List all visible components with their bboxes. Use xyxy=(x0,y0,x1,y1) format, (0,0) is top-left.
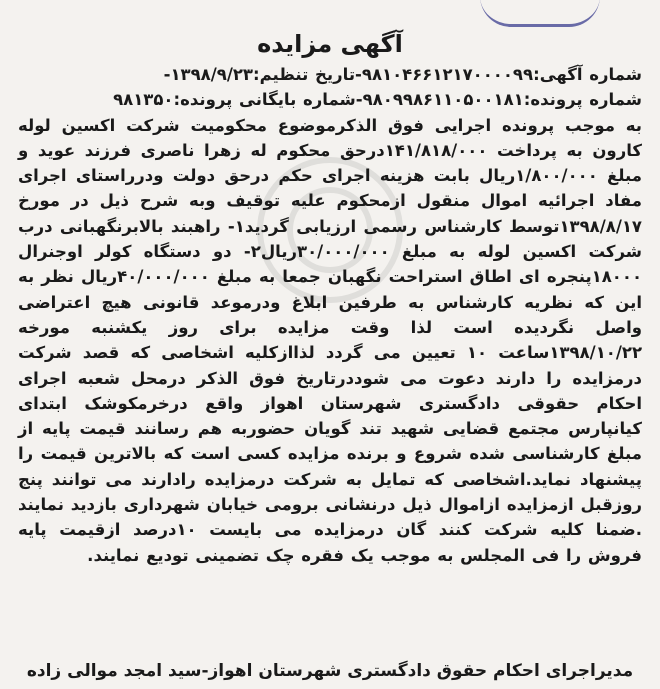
notice-title: آگهی مزایده xyxy=(257,30,403,58)
notice-number-line: شماره آگهی:۹۸۱۰۴۶۶۱۲۱۷۰۰۰۰۹۹-تاریخ تنظیم:۱۳۹۸/۹/۲۳- xyxy=(163,65,642,84)
notice-paragraph: به موجب پرونده اجرایی فوق الذکرموضوع محکومیت شرکت اکسین لوله کارون به پرداخت ۱۴۱/۸۱۸/۰۰۰درحق محکوم له زهرا ناصری فرزند عوید و مبلغ ۱/۸۰۰/۰۰۰ریال بابت هزینه اجرای حکم درحق دولت ودرراستای اجرای مفاد اجرائیه اموال منقول ازمحکوم علیه توقیف وبه شرح ذیل در مورخ ۱۳۹۸/۸/۱۷توسط کارشناس رسمی ارزیابی گردید۱- راهبند بالابرنگهبانی درب شرکت اکسین لوله به مبلغ ۳۰/۰۰۰/۰۰۰ریال۲- دو دستگاه کولر اوجنرال ۱۸۰۰۰پنجره ای اطاق استراحت نگهبان جمعا به مبلغ ۴۰/۰۰۰/۰۰۰ریال نظر به این که نظریه کارشناس به طرفین ابلاغ ودرموعد قانونی هیچ اعتراضی واصل نگردیده است لذا وقت مزایده برای روز یکشنبه مورخه ۱۳۹۸/۱۰/۲۲ساعت ۱۰ تعیین می گردد لذاازکلیه اشخاصی که قصد شرکت درمزایده را دارند دعوت می شوددرتاریخ فوق الذکر درمحل شعبه اجرای احکام حقوقی دادگستری شهرستان اهواز واقع درخرمکوشک ابتدای کیانپارس مجتمع قضایی شهید تند گویان حضوربه هم رسانند قیمت پایه از مبلغ کارشناسی شده شروع و برنده مزایده کسی است که بالاترین قیمت را پیشنهاد نماید.اشخاصی که تمایل به شرکت درمزایده رادارند می توانند پنج روزقبل ازمزایده ازاموال ذیل درنشانی برومی خیابان شهرداری بازدید نمایند .ضمنا کلیه شرکت کنند گان درمزایده می بایست ۱۰درصد ازقیمت پایه فروش را فی المجلس به موجب یک فقره چک تضمینی تودیع نمایند. xyxy=(18,115,643,565)
case-number-line: شماره پرونده:۹۸۰۹۹۸۶۱۱۰۵۰۰۱۸۱-شماره بایگانی پرونده:۹۸۱۳۵۰ xyxy=(113,90,642,110)
notice-body xyxy=(18,62,642,568)
notice-signature: مدیراجرای احکام حقوق دادگستری شهرستان اهواز-سید امجد موالی زاده xyxy=(26,661,634,681)
ink-mark xyxy=(480,0,600,27)
